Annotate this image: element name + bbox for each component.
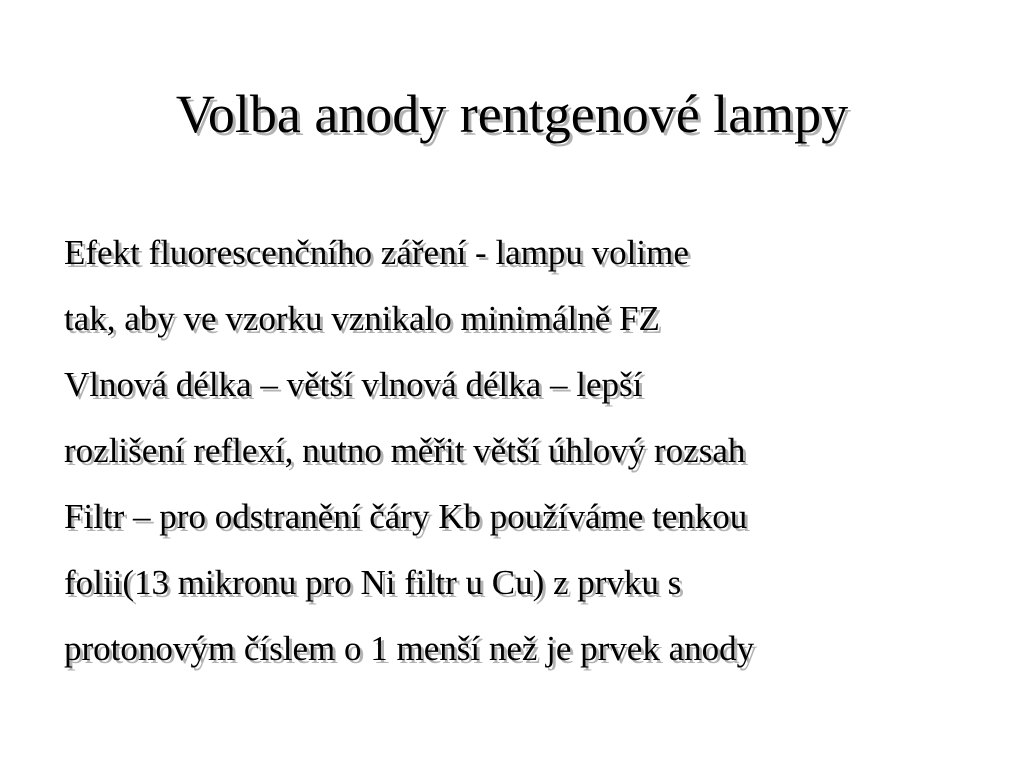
body-line: tak, aby ve vzorku vznikalo minimálně FZ xyxy=(64,299,660,338)
body-line: rozlišení reflexí, nutno měřit větší úhlový rozsah xyxy=(64,431,746,470)
body-line: Efekt fluorescenčního záření - lampu volime xyxy=(64,233,689,272)
slide-body-text xyxy=(64,220,1004,682)
slide-title: Volba anody rentgenové lampy xyxy=(175,84,849,144)
body-line: Vlnová délka – větší vlnová délka – lepší xyxy=(64,365,643,404)
body-line: Filtr – pro odstranění čáry Kb používáme tenkou xyxy=(64,497,748,536)
body-line: folii(13 mikronu pro Ni filtr u Cu) z prvku s xyxy=(64,563,682,602)
body-line: protonovým číslem o 1 menší než je prvek anody xyxy=(64,629,755,668)
